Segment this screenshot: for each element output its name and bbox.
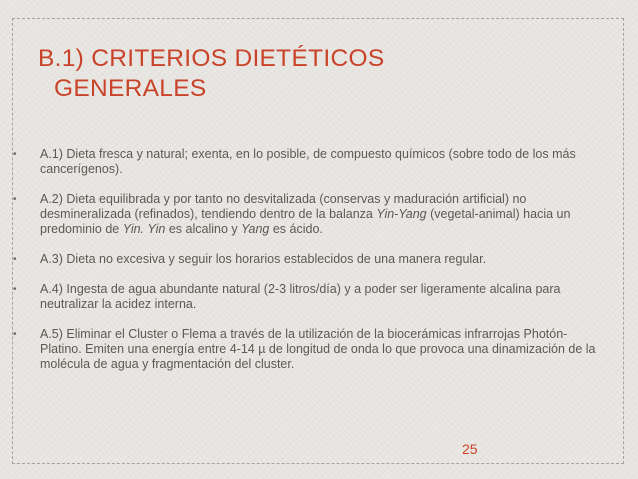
bullet-emphasis: Yang <box>241 222 270 236</box>
bullet-item <box>10 252 605 267</box>
bullet-text: A.5) Eliminar el Cluster o Flema a través de la utilización de la biocerámicas infrarrojas Photón-Platino. Emiten una energía entre 4-14 µ de longitud de onda lo que provoca una dinamización de la molécula de agua y fragmentación del cluster. <box>40 327 596 371</box>
bullet-emphasis: Yin <box>147 222 166 236</box>
title-line-2: GENERALES <box>54 75 207 102</box>
bullet-text-part: (vegetal-animal) hacia un predominio de <box>40 207 571 236</box>
bullet-emphasis: Yin-Yang <box>376 207 427 221</box>
bullet-text-part: A.2) Dieta equilibrada y por tanto no desvitalizada (conservas y maduración artificial) no desmineralizada (refinados), tendiendo dentro de la balanza <box>40 192 527 221</box>
bullet-dot-icon: • <box>13 329 17 340</box>
bullet-item <box>10 327 605 372</box>
title-line-1: B.1) CRITERIOS DIETÉTICOS <box>38 45 385 72</box>
bullet-text: A.1) Dieta fresca y natural; exenta, en lo posible, de compuesto químicos (sobre todo de los más cancerígenos). <box>40 147 576 176</box>
page-number: 25 <box>462 441 478 457</box>
bullet-list <box>10 147 605 372</box>
bullet-emphasis: Yin. <box>122 222 145 236</box>
bullet-text-part: es ácido. <box>269 222 323 236</box>
bullet-dot-icon: • <box>13 194 17 205</box>
bullet-dot-icon: • <box>13 254 17 265</box>
bullet-dot-icon: • <box>13 149 17 160</box>
slide-title <box>38 44 598 104</box>
bullet-item <box>10 147 605 177</box>
bullet-item <box>10 282 605 312</box>
bullet-text-part: es alcalino y <box>165 222 242 236</box>
bullet-text: A.3) Dieta no excesiva y seguir los horarios establecidos de una manera regular. <box>40 252 487 266</box>
bullet-dot-icon: • <box>13 284 17 295</box>
bullet-text: A.4) Ingesta de agua abundante natural (2-3 litros/día) y a poder ser ligeramente alcalina para neutralizar la acidez interna. <box>40 282 561 311</box>
bullet-item <box>10 192 605 237</box>
